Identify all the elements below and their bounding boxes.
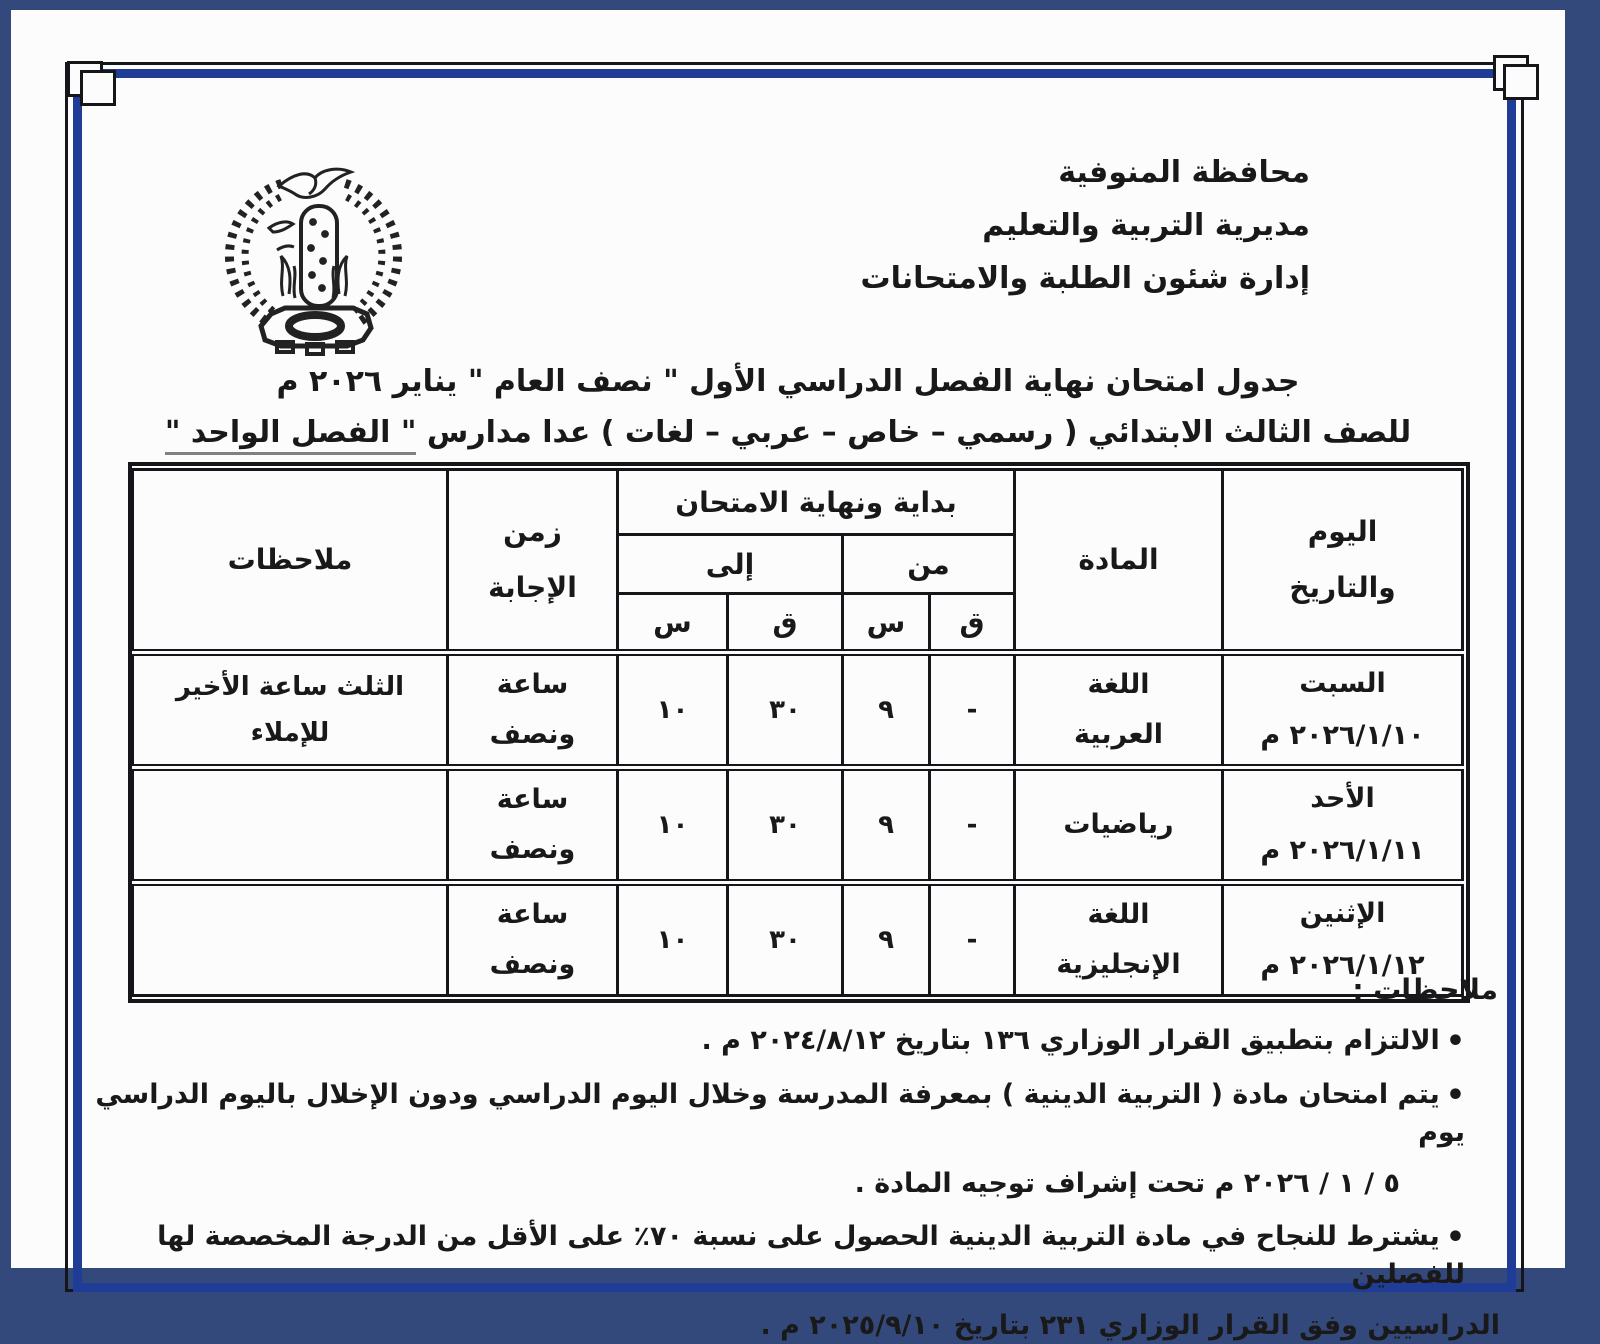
paper-sheet	[11, 10, 1565, 1341]
header-answer-time: زمن الإجابة	[448, 470, 618, 653]
cell-answer-time: ساعة ونصف	[448, 768, 618, 883]
table-row-saturday	[133, 653, 1463, 768]
cell-to-minutes: ٣٠	[728, 883, 843, 996]
bullet-icon: •	[1445, 1078, 1465, 1113]
cell-answer-time: ساعة ونصف	[448, 883, 618, 996]
title-line-2	[11, 407, 1565, 458]
cell-to-minutes: ٣٠	[728, 653, 843, 768]
cell-from-minutes: -	[930, 883, 1015, 996]
bullet-icon: •	[1445, 1220, 1465, 1255]
note-item-3	[51, 1218, 1465, 1293]
header-notes: ملاحظات	[133, 470, 448, 653]
cell-to-hours: ١٠	[618, 653, 728, 768]
cell-day-date: السبت ٢٠٢٦/١/١٠ م	[1223, 653, 1463, 768]
table-row-sunday	[133, 768, 1463, 883]
cell-from-hours: ٩	[843, 883, 930, 996]
cell-to-hours: ١٠	[618, 883, 728, 996]
ministry-emblem-icon	[211, 156, 416, 356]
org-line-administration: إدارة شئون الطلبة والامتحانات	[860, 261, 1310, 296]
org-line-directorate: مديرية التربية والتعليم	[982, 208, 1310, 243]
header-subject: المادة	[1015, 470, 1223, 653]
frame-corner-ornament	[1503, 64, 1539, 100]
cell-notes	[133, 768, 448, 883]
cell-from-hours: ٩	[843, 653, 930, 768]
header-from-minutes: ق	[930, 594, 1015, 653]
header-day-date: اليوم والتاريخ	[1223, 470, 1463, 653]
org-line-governorate: محافظة المنوفية	[1058, 155, 1310, 190]
cell-from-minutes: -	[930, 653, 1015, 768]
header-to-hours: س	[618, 594, 728, 653]
header-exam-start-end: بداية ونهاية الامتحان	[618, 470, 1015, 535]
cell-notes: الثلث ساعة الأخير للإملاء	[133, 653, 448, 768]
note-3-line-1: يشترط للنجاح في مادة التربية الدينية الحصول على نسبة ٧٠٪ على الأقل من الدرجة المخصصة لها للفصلين	[157, 1221, 1465, 1290]
cell-subject: اللغة الإنجليزية	[1015, 883, 1223, 996]
header-to-minutes: ق	[728, 594, 843, 653]
cell-day-date: الأحد ٢٠٢٦/١/١١ م	[1223, 768, 1463, 883]
document-title	[11, 356, 1565, 458]
title-line2-main: للصف الثالث الابتدائي ( رسمي – خاص – عربي – لغات ) عدا مدارس	[416, 415, 1412, 450]
note-1-text: الالتزام بتطبيق القرار الوزاري ١٣٦ بتاريخ ٢٠٢٤/٨/١٢ م .	[701, 1025, 1440, 1056]
title-line-1: جدول امتحان نهاية الفصل الدراسي الأول " نصف العام " يناير ٢٠٢٦ م	[276, 364, 1300, 399]
notes-label: ملاحظات :	[1352, 973, 1498, 1006]
cell-to-hours: ١٠	[618, 768, 728, 883]
cell-day-date: الإثنين ٢٠٢٦/١/١٢ م	[1223, 883, 1463, 996]
note-item-2	[51, 1076, 1465, 1151]
cell-from-hours: ٩	[843, 768, 930, 883]
note-2-line-1: يتم امتحان مادة ( التربية الدينية ) بمعرفة المدرسة وخلال اليوم الدراسي ودون الإخلال باليوم الدراسي يوم	[95, 1079, 1465, 1148]
note-3-line-2: الدراسيين وفق القرار الوزاري ٢٣١ بتاريخ ٢٠٢٥/٩/١٠ م .	[760, 1310, 1500, 1341]
note-item-1	[51, 1022, 1465, 1060]
organization-header	[860, 146, 1310, 305]
exam-schedule-table	[128, 462, 1470, 1003]
header-from: من	[843, 535, 1015, 594]
cell-to-minutes: ٣٠	[728, 768, 843, 883]
bullet-icon: •	[1445, 1024, 1465, 1059]
note-2-line-2: ٥ / ١ / ٢٠٢٦ م تحت إشراف توجيه المادة .	[854, 1168, 1400, 1199]
title-line2-quote: " الفصل الواحد "	[165, 415, 417, 455]
cell-subject: اللغة العربية	[1015, 653, 1223, 768]
cell-answer-time: ساعة ونصف	[448, 653, 618, 768]
header-to: إلى	[618, 535, 843, 594]
cell-subject: رياضيات	[1015, 768, 1223, 883]
frame-corner-ornament	[80, 70, 116, 106]
cell-from-minutes: -	[930, 768, 1015, 883]
header-from-hours: س	[843, 594, 930, 653]
notes-section	[51, 973, 1500, 1344]
